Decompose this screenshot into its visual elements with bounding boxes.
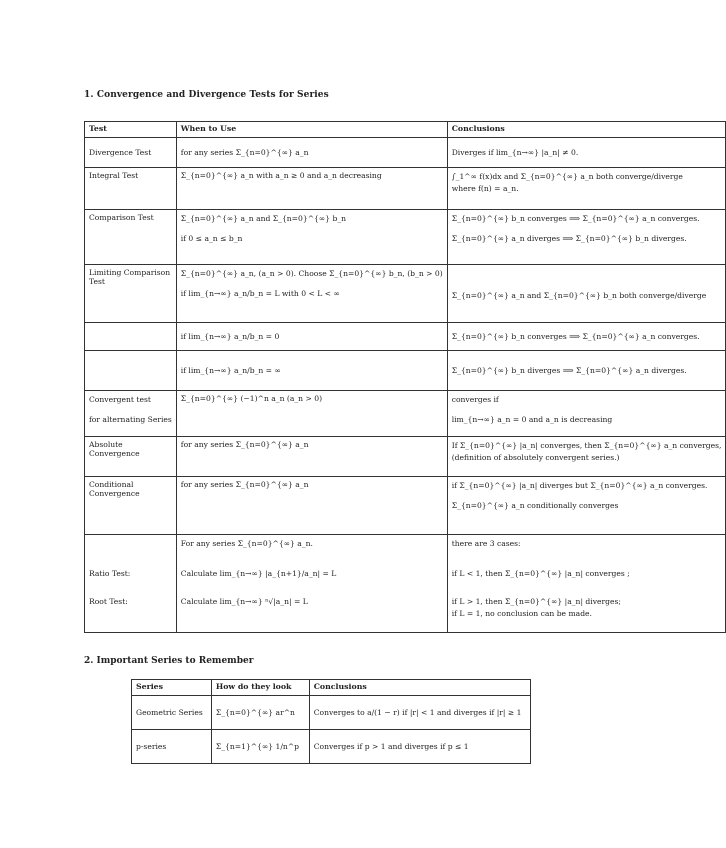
section-2-heading: 2. Important Series to Remember xyxy=(84,656,254,666)
test-name-root: Root Test: xyxy=(89,597,128,606)
series-conclusion-pseries: Converges if p > 1 and diverges if p ≤ 1 xyxy=(309,730,530,764)
table-row xyxy=(85,168,726,210)
conclusion-limiting xyxy=(447,265,726,323)
table-row xyxy=(85,138,726,168)
series-conclusion-geometric: Converges to a/(1 − r) if |r| < 1 and diverges if |r| ≥ 1 xyxy=(309,696,530,730)
conclusion-ratio-root-line-4: if L = 1, no conclusion can be made. xyxy=(451,609,592,618)
when-ratio-root-line-3: Calculate lim_{n→∞} ⁿ√|a_n| = L xyxy=(180,597,308,606)
series-look-geometric: Σ_{n=0}^{∞} ar^n xyxy=(211,696,309,730)
conclusion-limiting-line-2: Σ_{n=0}^{∞} a_n and Σ_{n=0}^{∞} b_n both converge/diverge xyxy=(451,291,707,300)
conclusion-ratio-root-line-2: if L < 1, then Σ_{n=0}^{∞} |a_n| converges ; xyxy=(451,569,630,578)
when-ratio-root-line-1: For any series Σ_{n=0}^{∞} a_n. xyxy=(180,539,313,548)
when-comparison xyxy=(176,210,447,265)
conclusion-absolute-line-1: If Σ_{n=0}^{∞} |a_n| converges, then Σ_{n=0}^{∞} a_n converges, xyxy=(451,441,722,450)
series-name-geometric: Geometric Series xyxy=(132,696,212,730)
conclusion-ratio-root xyxy=(447,535,726,633)
when-ratio-root-line-2: Calculate lim_{n→∞} |a_{n+1}/a_n| = L xyxy=(180,569,337,578)
conclusion-alternating xyxy=(447,391,726,437)
when-limiting-infinity: if lim_{n→∞} a_n/b_n = ∞ xyxy=(176,351,447,391)
when-ratio-root xyxy=(176,535,447,633)
table-row xyxy=(85,210,726,265)
test-name-integral: Integral Test xyxy=(85,168,177,210)
when-comparison-line-2: if 0 ≤ a_n ≤ b_n xyxy=(180,234,243,243)
conclusion-integral xyxy=(447,168,726,210)
conclusion-alternating-line-1: converges if xyxy=(451,395,499,404)
conclusion-ratio-root-line-3: if L > 1, then Σ_{n=0}^{∞} |a_n| diverges; xyxy=(451,597,621,606)
table-row xyxy=(85,351,726,391)
when-divergence: for any series Σ_{n=0}^{∞} a_n xyxy=(176,138,447,168)
header-conclusions: Conclusions xyxy=(447,122,726,138)
table-row xyxy=(85,477,726,535)
table-header-row xyxy=(85,122,726,138)
test-name-alternating-line-1: Convergent test xyxy=(89,395,151,404)
when-limiting-line-1: Σ_{n=0}^{∞} a_n, (a_n > 0). Choose Σ_{n=0}^{∞} b_n, (b_n > 0) xyxy=(180,269,443,278)
test-name-limiting: Limiting Comparison Test xyxy=(85,265,177,323)
test-name-conditional: Conditional Convergence xyxy=(85,477,177,535)
test-name-absolute: Absolute Convergence xyxy=(85,437,177,477)
table-row xyxy=(132,696,531,730)
when-integral: Σ_{n=0}^{∞} a_n with a_n ≥ 0 and a_n decreasing xyxy=(176,168,447,210)
section-1-heading: 1. Convergence and Divergence Tests for Series xyxy=(84,90,329,100)
header-when-to-use: When to Use xyxy=(176,122,447,138)
header-test: Test xyxy=(85,122,177,138)
conclusion-comparison xyxy=(447,210,726,265)
conclusion-absolute xyxy=(447,437,726,477)
conclusion-alternating-line-2: lim_{n→∞} a_n = 0 and a_n is decreasing xyxy=(451,415,613,424)
convergence-tests-table xyxy=(84,121,726,633)
conclusion-comparison-line-1: Σ_{n=0}^{∞} b_n converges ⟹ Σ_{n=0}^{∞} a_n converges. xyxy=(451,214,700,223)
when-absolute: for any series Σ_{n=0}^{∞} a_n xyxy=(176,437,447,477)
conclusion-integral-line-1: ∫_1^∞ f(x)dx and Σ_{n=0}^{∞} a_n both converge/diverge xyxy=(451,172,683,181)
when-limiting-zero: if lim_{n→∞} a_n/b_n = 0 xyxy=(176,323,447,351)
conclusion-comparison-line-2: Σ_{n=0}^{∞} a_n diverges ⟹ Σ_{n=0}^{∞} b_n diverges. xyxy=(451,234,687,243)
header-series: Series xyxy=(132,680,212,696)
test-name-ratio: Ratio Test: xyxy=(89,569,131,578)
table-row xyxy=(85,323,726,351)
series-name-pseries: p-series xyxy=(132,730,212,764)
test-name-empty xyxy=(85,351,177,391)
header-how-they-look: How do they look xyxy=(211,680,309,696)
conclusion-ratio-root-line-1: there are 3 cases: xyxy=(451,539,521,548)
table-row xyxy=(85,437,726,477)
conclusion-absolute-line-2: (definition of absolutely convergent series.) xyxy=(451,453,620,462)
conclusion-conditional xyxy=(447,477,726,535)
conclusion-limiting-infinity: Σ_{n=0}^{∞} b_n diverges ⟹ Σ_{n=0}^{∞} a_n diverges. xyxy=(447,351,726,391)
conclusion-conditional-line-2: Σ_{n=0}^{∞} a_n conditionally converges xyxy=(451,501,619,510)
table-row xyxy=(85,535,726,633)
series-look-pseries: Σ_{n=1}^{∞} 1/n^p xyxy=(211,730,309,764)
test-name-comparison: Comparison Test xyxy=(85,210,177,265)
conclusion-limiting-zero: Σ_{n=0}^{∞} b_n converges ⟹ Σ_{n=0}^{∞} a_n converges. xyxy=(447,323,726,351)
when-limiting xyxy=(176,265,447,323)
when-limiting-line-2: if lim_{n→∞} a_n/b_n = L with 0 < L < ∞ xyxy=(180,289,340,298)
conclusion-divergence: Diverges if lim_{n→∞} |a_n| ≠ 0. xyxy=(447,138,726,168)
table-row xyxy=(85,265,726,323)
table-row xyxy=(85,391,726,437)
table-header-row xyxy=(132,680,531,696)
test-name-alternating xyxy=(85,391,177,437)
table-row xyxy=(132,730,531,764)
test-name-divergence: Divergence Test xyxy=(85,138,177,168)
test-name-alternating-line-2: for alternating Series xyxy=(89,415,172,424)
when-comparison-line-1: Σ_{n=0}^{∞} a_n and Σ_{n=0}^{∞} b_n xyxy=(180,214,347,223)
when-conditional: for any series Σ_{n=0}^{∞} a_n xyxy=(176,477,447,535)
conclusion-integral-line-2: where f(n) = a_n. xyxy=(451,184,519,193)
test-name-empty xyxy=(85,323,177,351)
test-name-ratio-root xyxy=(85,535,177,633)
important-series-table xyxy=(131,679,531,764)
when-alternating: Σ_{n=0}^{∞} (−1)^n a_n (a_n > 0) xyxy=(176,391,447,437)
header-series-conclusions: Conclusions xyxy=(309,680,530,696)
conclusion-conditional-line-1: if Σ_{n=0}^{∞} |a_n| diverges but Σ_{n=0}^{∞} a_n converges. xyxy=(451,481,708,490)
